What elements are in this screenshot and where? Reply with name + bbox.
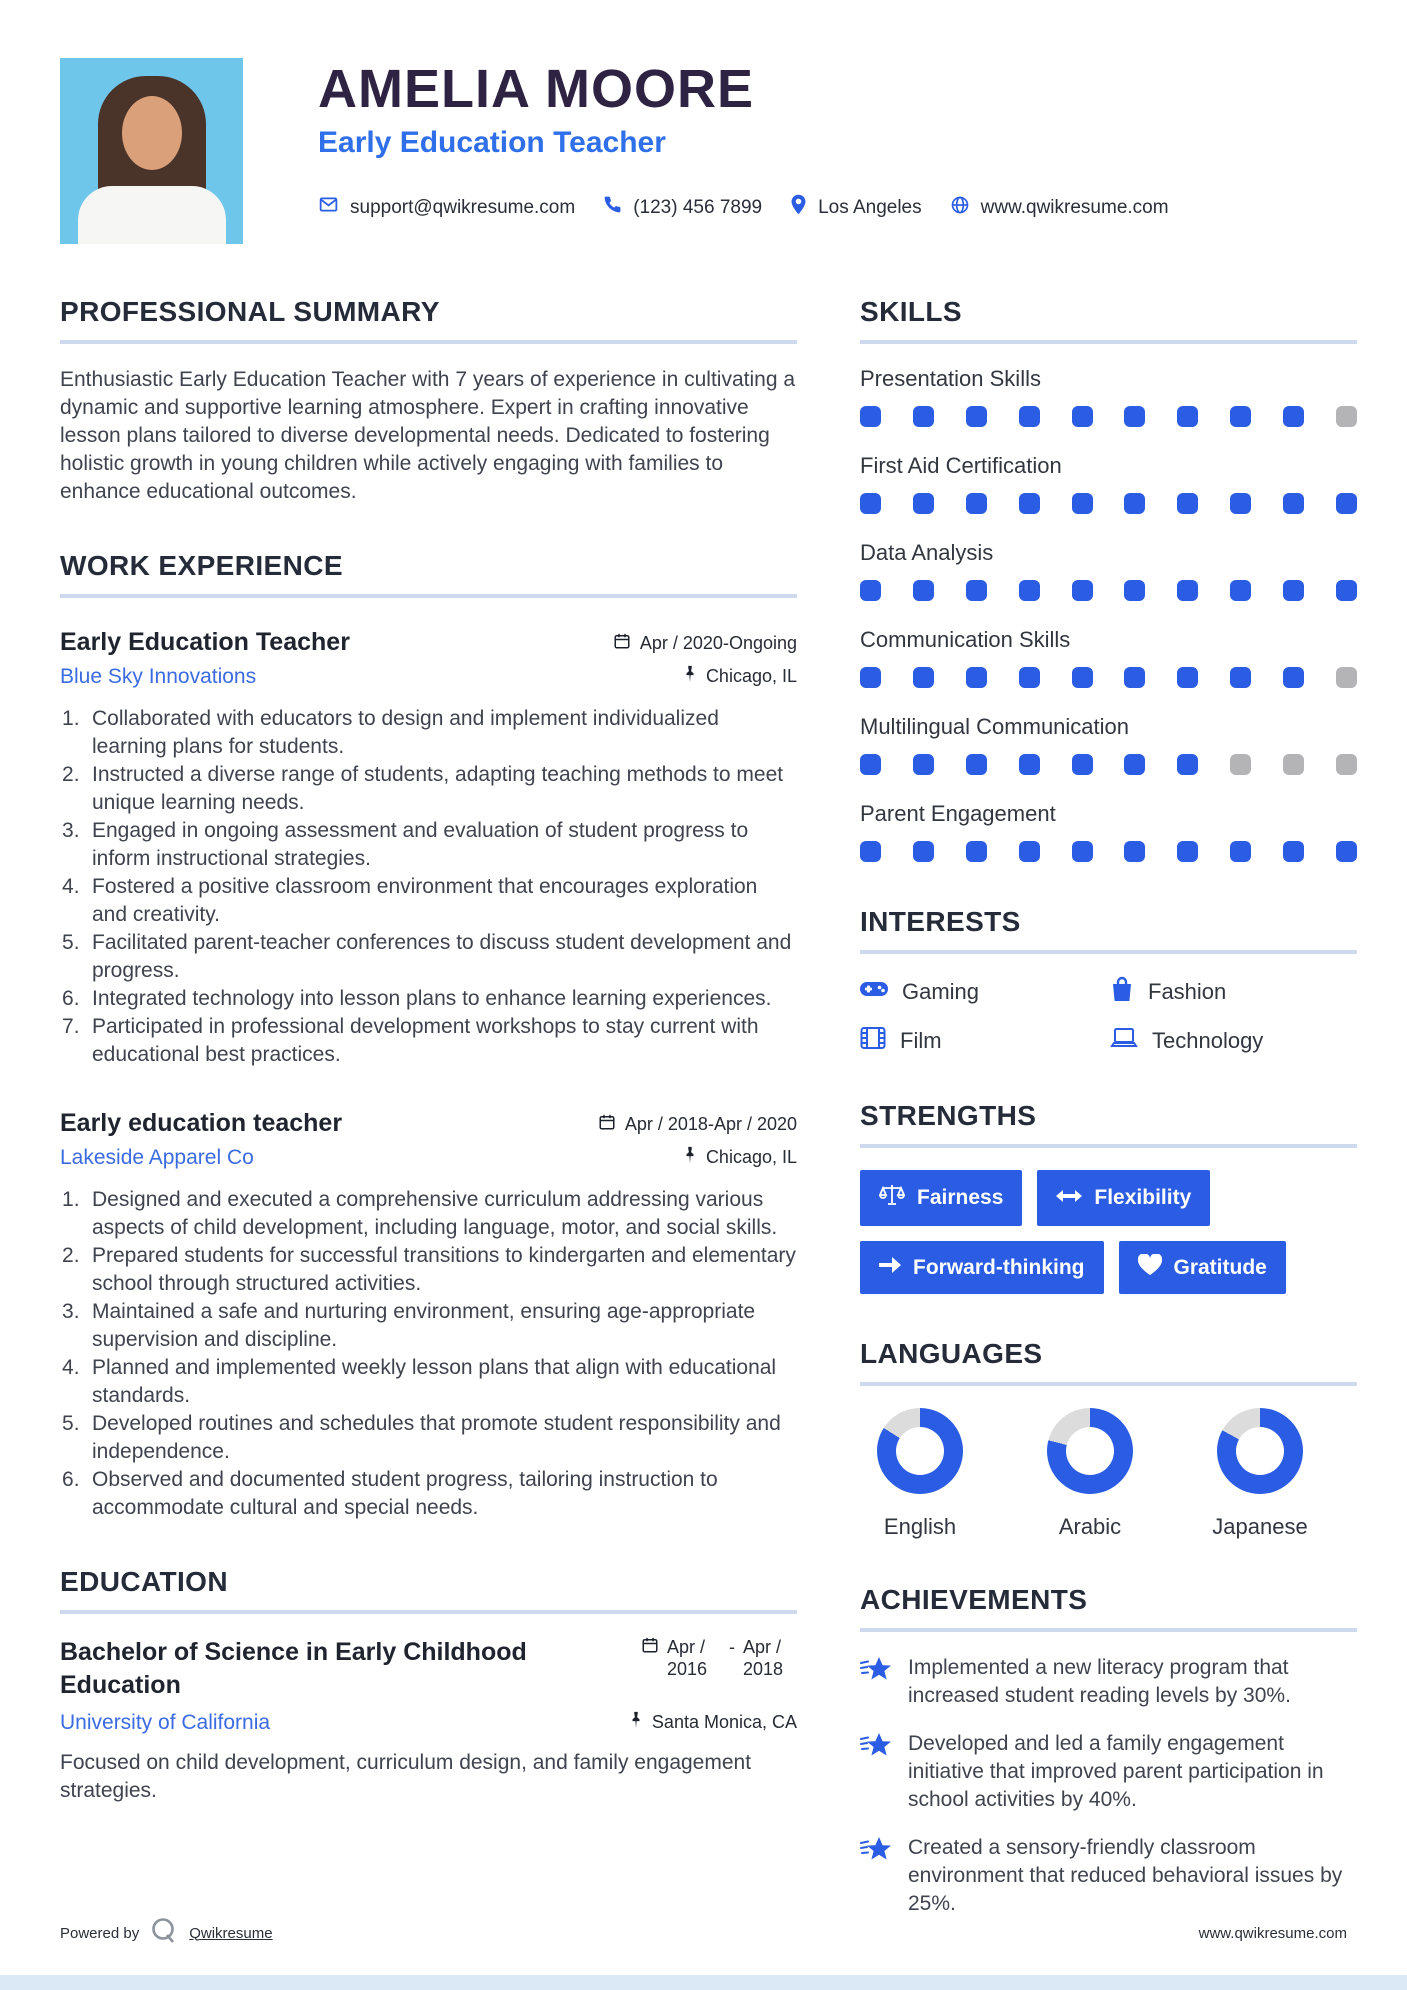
skill-dot [1336, 754, 1357, 775]
job-company-row [60, 665, 797, 689]
education-section [60, 1566, 797, 1805]
job-bullet: Collaborated with educators to design and implement individualized learning plans for students. [92, 707, 719, 758]
skill-dot [860, 493, 881, 514]
globe-icon [950, 195, 970, 221]
section-underline [60, 340, 797, 344]
skill-dot [1072, 841, 1093, 862]
skill-dot [1177, 580, 1198, 601]
strength-label: Fairness [917, 1186, 1004, 1209]
skill-dot [1124, 841, 1145, 862]
skill-dot [913, 841, 934, 862]
education-description: Focused on child development, curriculum design, and family engagement strategies. [60, 1751, 752, 1802]
job-location [683, 665, 797, 688]
education-dates [641, 1636, 797, 1701]
work-heading: WORK EXPERIENCE [60, 550, 343, 581]
donut-hole [1066, 1427, 1114, 1475]
skill-dot [1072, 406, 1093, 427]
shooting-star-icon [860, 1654, 892, 1710]
skill-dot [1336, 841, 1357, 862]
skill-dot [1336, 493, 1357, 514]
map-pin-icon [790, 194, 807, 221]
section-underline [860, 1144, 1357, 1148]
interests-section [860, 906, 1357, 1056]
skill-dot [1230, 667, 1251, 688]
summary-text: Enthusiastic Early Education Teacher with 7 years of experience in cultivating a dynamic and supportive learning atmosphere. Expert in crafting innovative lesson plans tailored to diverse developmental needs. Dedicated to fostering holistic growth in young children while actively engaging with families to enhance educational outcomes. [60, 368, 796, 503]
job-dates-text: Apr / 2018-Apr / 2020 [624, 1114, 797, 1134]
skill-item [860, 453, 1357, 514]
skill-dot [913, 406, 934, 427]
skill-name: Multilingual Communication [860, 714, 1130, 739]
company-link[interactable]: Lakeside Apparel Co [60, 1146, 254, 1169]
job-dates-text: Apr / 2020-Ongoing [639, 633, 797, 653]
skill-dot [1124, 406, 1145, 427]
skill-dot [1124, 580, 1145, 601]
skill-item [860, 540, 1357, 601]
calendar-icon [613, 632, 631, 655]
skill-dot [966, 406, 987, 427]
skill-dot [860, 667, 881, 688]
job-title-row [60, 1109, 797, 1138]
language-donut-chart [1217, 1408, 1303, 1494]
skill-dot [1283, 406, 1304, 427]
job-location-text: Chicago, IL [705, 666, 797, 686]
strength-label: Gratitude [1173, 1255, 1267, 1279]
strengths-section [860, 1100, 1357, 1294]
skill-name: Data Analysis [860, 540, 994, 565]
skill-dot [1072, 580, 1093, 601]
contact-location [790, 194, 922, 221]
skill-dot [913, 493, 934, 514]
language-donut-chart [1047, 1408, 1133, 1494]
job-bullet: Integrated technology into lesson plans to enhance learning experiences. [92, 987, 772, 1010]
section-underline [860, 1628, 1357, 1632]
job-bullet: Planned and implemented weekly lesson plans that align with educational standards. [92, 1356, 777, 1407]
section-underline [60, 1610, 797, 1614]
scales-icon [879, 1183, 905, 1213]
education-date-from: Apr / 2016 [667, 1637, 708, 1679]
language-item [1030, 1408, 1150, 1540]
skill-dot [860, 841, 881, 862]
photo-shirt-shape [78, 186, 226, 244]
achievements-section [860, 1584, 1357, 1918]
skill-dot [913, 580, 934, 601]
interest-label: Gaming [902, 979, 980, 1004]
skill-dot [1283, 754, 1304, 775]
job-bullet: Developed routines and schedules that promote student responsibility and independence. [92, 1412, 781, 1463]
strength-label: Forward-thinking [913, 1255, 1085, 1279]
skill-item [860, 366, 1357, 427]
education-school-row [60, 1711, 797, 1735]
language-donut-chart [877, 1408, 963, 1494]
contact-website [950, 195, 1169, 221]
job-entry [60, 628, 797, 1069]
strength-label: Flexibility [1094, 1186, 1192, 1209]
education-heading: EDUCATION [60, 1566, 228, 1597]
shooting-star-icon [860, 1834, 892, 1918]
shopping-bag-icon [1110, 976, 1134, 1008]
skill-name: Communication Skills [860, 627, 1071, 652]
content-columns [60, 296, 1347, 1938]
skill-dot [966, 754, 987, 775]
contact-location-text: Los Angeles [818, 196, 922, 218]
interest-label: Fashion [1148, 979, 1227, 1004]
email-icon [318, 194, 339, 221]
skill-dot [860, 580, 881, 601]
contact-row [318, 194, 1169, 221]
calendar-icon [641, 1636, 659, 1701]
skill-dot [1019, 841, 1040, 862]
section-underline [60, 594, 797, 598]
profile-photo [60, 58, 243, 244]
job-bullet: Fostered a positive classroom environment that encourages exploration and creativity. [92, 875, 758, 926]
film-icon [860, 1026, 886, 1056]
achievement-text: Developed and led a family engagement initiative that improved parent participation in school activities by 40%. [908, 1732, 1324, 1811]
gamepad-icon [860, 979, 888, 1005]
interest-label: Film [900, 1028, 942, 1053]
skill-item [860, 627, 1357, 688]
job-bullet: Prepared students for successful transitions to kindergarten and elementary school through structured activities. [92, 1244, 796, 1295]
right-column [860, 296, 1357, 1938]
skill-dot [1177, 493, 1198, 514]
education-location [629, 1711, 797, 1734]
skill-dot [1230, 406, 1251, 427]
skill-dot [1230, 841, 1251, 862]
skill-dot [1283, 841, 1304, 862]
contact-phone-text: (123) 456 7899 [633, 196, 763, 218]
skill-dot [1177, 406, 1198, 427]
calendar-icon [598, 1113, 616, 1136]
skill-dot [1177, 841, 1198, 862]
laptop-icon [1110, 1026, 1138, 1056]
interests-heading: INTERESTS [860, 906, 1021, 937]
footer-branding [60, 1916, 273, 1950]
skill-dot [966, 841, 987, 862]
skill-dot [1072, 754, 1093, 775]
section-underline [860, 950, 1357, 954]
skill-dot [1283, 580, 1304, 601]
education-location-text: Santa Monica, CA [651, 1712, 797, 1732]
education-date-to: Apr / 2018 [743, 1637, 784, 1679]
footer [60, 1916, 1347, 1950]
job-bullet: Instructed a diverse range of students, adapting teaching methods to meet unique learning needs. [92, 763, 784, 814]
job-title: Early Education Teacher [318, 126, 666, 160]
job-entry-title: Early education teacher [60, 1109, 343, 1137]
strengths-list [860, 1170, 1357, 1294]
skill-item [860, 714, 1357, 775]
education-degree-row [60, 1636, 797, 1701]
job-entry-title: Early Education Teacher [60, 628, 350, 656]
strength-badge [860, 1170, 1022, 1226]
skill-dot [1177, 667, 1198, 688]
skill-dot [1124, 667, 1145, 688]
skill-dot [1072, 667, 1093, 688]
skills-heading: SKILLS [860, 296, 962, 327]
skill-dot [1019, 493, 1040, 514]
interest-item [1110, 1026, 1357, 1056]
qwikresume-logo-icon [149, 1916, 179, 1950]
job-company-row [60, 1146, 797, 1170]
skill-dot [1177, 754, 1198, 775]
achievement-text: Created a sensory-friendly classroom environment that reduced behavioral issues by 25%. [908, 1836, 1343, 1915]
interest-item [860, 1026, 1110, 1056]
skill-level-dots [860, 493, 1357, 514]
languages-row [860, 1408, 1320, 1540]
language-item [860, 1408, 980, 1540]
skill-level-dots [860, 580, 1357, 601]
powered-by-label: Powered by [60, 1924, 140, 1942]
job-location-text: Chicago, IL [705, 1147, 797, 1167]
skill-dot [1230, 580, 1251, 601]
photo-face-shape [122, 96, 182, 170]
job-bullet: Facilitated parent-teacher conferences to discuss student development and progress. [92, 931, 792, 982]
right-arrow-icon [879, 1256, 901, 1280]
strength-badge [860, 1241, 1104, 1294]
company-link[interactable]: Blue Sky Innovations [60, 665, 257, 688]
donut-hole [896, 1427, 944, 1475]
job-bullet-list [60, 1186, 797, 1522]
language-label: Japanese [1212, 1514, 1308, 1539]
skill-dot [1019, 406, 1040, 427]
skill-dot [1019, 754, 1040, 775]
strengths-heading: STRENGTHS [860, 1100, 1037, 1131]
language-label: English [883, 1514, 957, 1539]
job-bullet: Designed and executed a comprehensive curriculum addressing various aspects of child development, including language, motor, and social skills. [92, 1188, 778, 1239]
skill-dot [1230, 754, 1251, 775]
left-right-arrow-icon [1056, 1186, 1082, 1210]
skill-dot [1336, 667, 1357, 688]
interest-item [860, 976, 1110, 1008]
skill-dot [1283, 493, 1304, 514]
section-underline [860, 1382, 1357, 1386]
skill-name: Presentation Skills [860, 366, 1041, 391]
job-title-row [60, 628, 797, 657]
donut-hole [1236, 1427, 1284, 1475]
skill-dot [860, 754, 881, 775]
job-bullet: Maintained a safe and nurturing environment, ensuring age-appropriate supervision and discipline. [92, 1300, 756, 1351]
pushpin-icon [683, 665, 697, 688]
skill-dot [966, 667, 987, 688]
bottom-accent-strip [0, 1975, 1407, 1990]
skill-dot [1124, 493, 1145, 514]
achievement-item [860, 1654, 1357, 1710]
language-item [1200, 1408, 1320, 1540]
left-column [60, 296, 797, 1938]
skill-dot [1072, 493, 1093, 514]
footer-site-url: www.qwikresume.com [1198, 1924, 1347, 1942]
skill-dot [1283, 667, 1304, 688]
skill-level-dots [860, 841, 1357, 862]
section-underline [860, 340, 1357, 344]
job-bullet-list [60, 705, 797, 1069]
skill-dot [1019, 580, 1040, 601]
skill-level-dots [860, 667, 1357, 688]
heart-icon [1138, 1254, 1162, 1281]
shooting-star-icon [860, 1730, 892, 1814]
language-label: Arabic [1058, 1514, 1122, 1539]
person-name: AMELIA MOORE [318, 59, 754, 119]
job-bullet: Participated in professional development workshops to stay current with educational best practices. [92, 1015, 759, 1066]
languages-section [860, 1338, 1357, 1540]
skill-item [860, 801, 1357, 862]
summary-section [60, 296, 797, 506]
skill-dot [1124, 754, 1145, 775]
contact-website-text: www.qwikresume.com [980, 196, 1169, 218]
skills-section [860, 296, 1357, 862]
skill-name: Parent Engagement [860, 801, 1056, 826]
pushpin-icon [629, 1711, 643, 1734]
contact-email-text: support@qwikresume.com [350, 196, 576, 218]
qwikresume-link[interactable]: Qwikresume [189, 1924, 273, 1942]
skill-dot [966, 580, 987, 601]
skill-level-dots [860, 406, 1357, 427]
skill-name: First Aid Certification [860, 453, 1062, 478]
skill-dot [1019, 667, 1040, 688]
interests-grid [860, 976, 1357, 1056]
contact-email [318, 194, 575, 221]
achievement-text: Implemented a new literacy program that increased student reading levels by 30%. [908, 1656, 1291, 1707]
education-date-separator: - [729, 1637, 735, 1657]
phone-icon [603, 195, 622, 220]
header-text [318, 58, 1169, 221]
interest-label: Technology [1152, 1028, 1264, 1053]
school-link[interactable]: University of California [60, 1711, 271, 1734]
skill-dot [966, 493, 987, 514]
strength-badge [1037, 1170, 1210, 1226]
job-location [683, 1146, 797, 1169]
interest-item [1110, 976, 1357, 1008]
skill-dot [1336, 406, 1357, 427]
languages-heading: LANGUAGES [860, 1338, 1043, 1369]
skill-dot [860, 406, 881, 427]
skill-dot [1230, 493, 1251, 514]
skill-dot [913, 667, 934, 688]
skill-level-dots [860, 754, 1357, 775]
strength-badge [1119, 1241, 1286, 1294]
skill-dot [1336, 580, 1357, 601]
header [60, 58, 1347, 244]
skill-dot [913, 754, 934, 775]
achievement-item [860, 1834, 1357, 1918]
work-section [60, 550, 797, 1522]
achievements-heading: ACHIEVEMENTS [860, 1584, 1088, 1615]
contact-phone [603, 195, 762, 220]
job-bullet: Engaged in ongoing assessment and evaluation of student progress to inform instructional strategies. [92, 819, 749, 870]
summary-heading: PROFESSIONAL SUMMARY [60, 296, 440, 327]
job-bullet: Observed and documented student progress, tailoring instruction to accommodate cultural and special needs. [92, 1468, 718, 1519]
job-dates [598, 1113, 797, 1136]
achievement-item [860, 1730, 1357, 1814]
job-entry [60, 1109, 797, 1522]
job-dates [613, 632, 797, 655]
pushpin-icon [683, 1146, 697, 1169]
degree-title: Bachelor of Science in Early Childhood Education [60, 1638, 527, 1699]
